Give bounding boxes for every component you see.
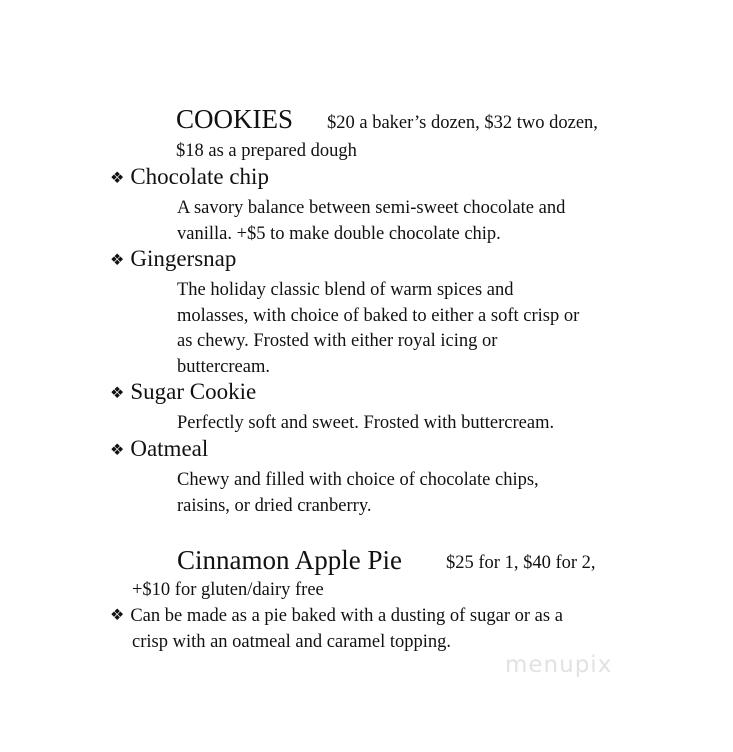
description-line: The holiday classic blend of warm spices and <box>177 280 514 300</box>
description-line: Chewy and filled with choice of chocolate chips, <box>177 470 539 490</box>
description-line: raisins, or dried cranberry. <box>177 495 372 516</box>
item-description-oatmeal <box>177 468 539 519</box>
item-description-chocolate-chip <box>177 196 565 247</box>
menu-item-chocolate-chip <box>110 164 269 190</box>
item-name: Chocolate chip <box>130 164 269 189</box>
diamond-bullet-icon: ❖ <box>110 607 125 624</box>
menu-item-gingersnap <box>110 246 236 272</box>
menu-item-oatmeal <box>110 436 208 462</box>
pie-heading: Cinnamon Apple Pie <box>177 545 402 575</box>
description-line: A savory balance between semi-sweet chocolate and <box>177 198 566 218</box>
pie-price-line-2: +$10 for gluten/dairy free <box>132 580 324 600</box>
description-line: crisp with an oatmeal and caramel topping. <box>132 631 452 652</box>
item-description-gingersnap <box>177 278 579 380</box>
description-line: ❖ Can be made as a pie baked with a dusting of sugar or as a <box>110 606 563 626</box>
menu-item-sugar-cookie <box>110 379 256 405</box>
menupix-watermark: menupix <box>505 652 613 678</box>
item-name: Oatmeal <box>130 436 209 461</box>
description-line: Perfectly soft and sweet. Frosted with buttercream. <box>177 413 555 433</box>
description-line: buttercream. <box>177 356 270 377</box>
description-line: molasses, with choice of baked to either a soft crisp or <box>177 305 580 326</box>
item-name: Sugar Cookie <box>130 379 257 404</box>
cookies-price-line-1: $20 a baker’s dozen, $32 two dozen, <box>327 113 598 133</box>
diamond-bullet-icon: ❖ <box>110 385 125 402</box>
cookies-heading <box>176 104 293 135</box>
diamond-bullet-icon: ❖ <box>110 170 125 187</box>
pie-price-line-1: $25 for 1, $40 for 2, <box>446 553 596 573</box>
diamond-bullet-icon: ❖ <box>110 252 125 269</box>
description-line: as chewy. Frosted with either royal icing or <box>177 331 498 351</box>
cookies-price-line-2: $18 as a prepared dough <box>176 141 357 161</box>
item-description-sugar-cookie <box>177 411 554 437</box>
diamond-bullet-icon: ❖ <box>110 442 125 459</box>
cookies-title: COOKIES <box>176 104 294 134</box>
pie-bullet <box>110 604 563 655</box>
description-line: vanilla. +$5 to make double chocolate chip. <box>177 223 501 244</box>
item-name: Gingersnap <box>130 246 237 271</box>
